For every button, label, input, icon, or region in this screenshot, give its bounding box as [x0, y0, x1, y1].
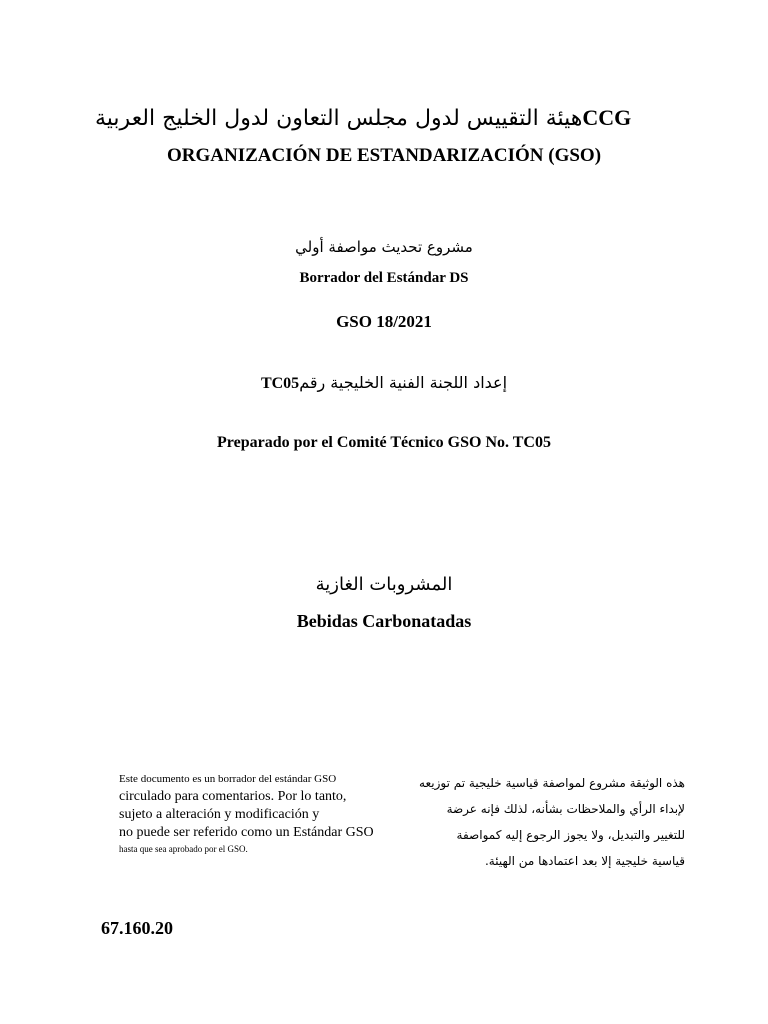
notice-ar-line-3: للتغيير والتبديل، ولا يجوز الرجوع إليه كمواصفة — [456, 828, 685, 842]
notice-ar-line-2: لإبداء الرأي والملاحظات بشأنه، لذلك فإنه عرضة — [446, 802, 685, 816]
tc-code: TC05 — [260, 375, 300, 392]
draft-label-arabic: مشروع تحديث مواصفة أولي — [295, 238, 473, 256]
header-latin-prefix: CCG — [582, 105, 632, 130]
prepared-by: Preparado por el Comité Técnico GSO No. TC05 — [217, 434, 551, 451]
draft-label-spanish: Borrador del Estándar DS — [299, 270, 469, 286]
ics-code: 67.160.20 — [101, 918, 173, 938]
notice-ar-line-1: هذه الوثيقة مشروع لمواصفة قياسية خليجية تم توزيعه — [419, 776, 685, 790]
notice-es-line-1: Este documento es un borrador del estándar GSO — [119, 773, 337, 785]
notice-es-line-3: sujeto a alteración y modificación y — [119, 807, 320, 822]
org-name-spanish: ORGANIZACIÓN DE ESTANDARIZACIÓN (GSO) — [166, 145, 602, 166]
notice-es-line-2: circulado para comentarios. Por lo tanto, — [119, 789, 347, 804]
title-spanish: Bebidas Carbonatadas — [296, 611, 472, 631]
notice-ar-line-4: قياسية خليجية إلا بعد اعتمادها من الهيئة. — [484, 854, 685, 868]
standard-number: GSO 18/2021 — [336, 312, 432, 331]
header-org-arabic — [95, 105, 675, 131]
tc-arabic-text: إعداد اللجنة الفنية الخليجية رقم — [299, 373, 508, 392]
notice-spanish — [119, 770, 389, 856]
notice-es-line-5: hasta que sea aprobado por el GSO. — [119, 844, 248, 854]
tc-line-arabic — [0, 373, 768, 393]
notice-es-line-4: no puede ser referido como un Estándar GSO — [119, 825, 374, 840]
notice-arabic — [385, 770, 685, 874]
title-arabic: المشروبات الغازية — [315, 574, 453, 595]
header-arabic-text: هيئة التقييس لدول مجلس التعاون لدول الخليج العربية — [95, 106, 583, 131]
